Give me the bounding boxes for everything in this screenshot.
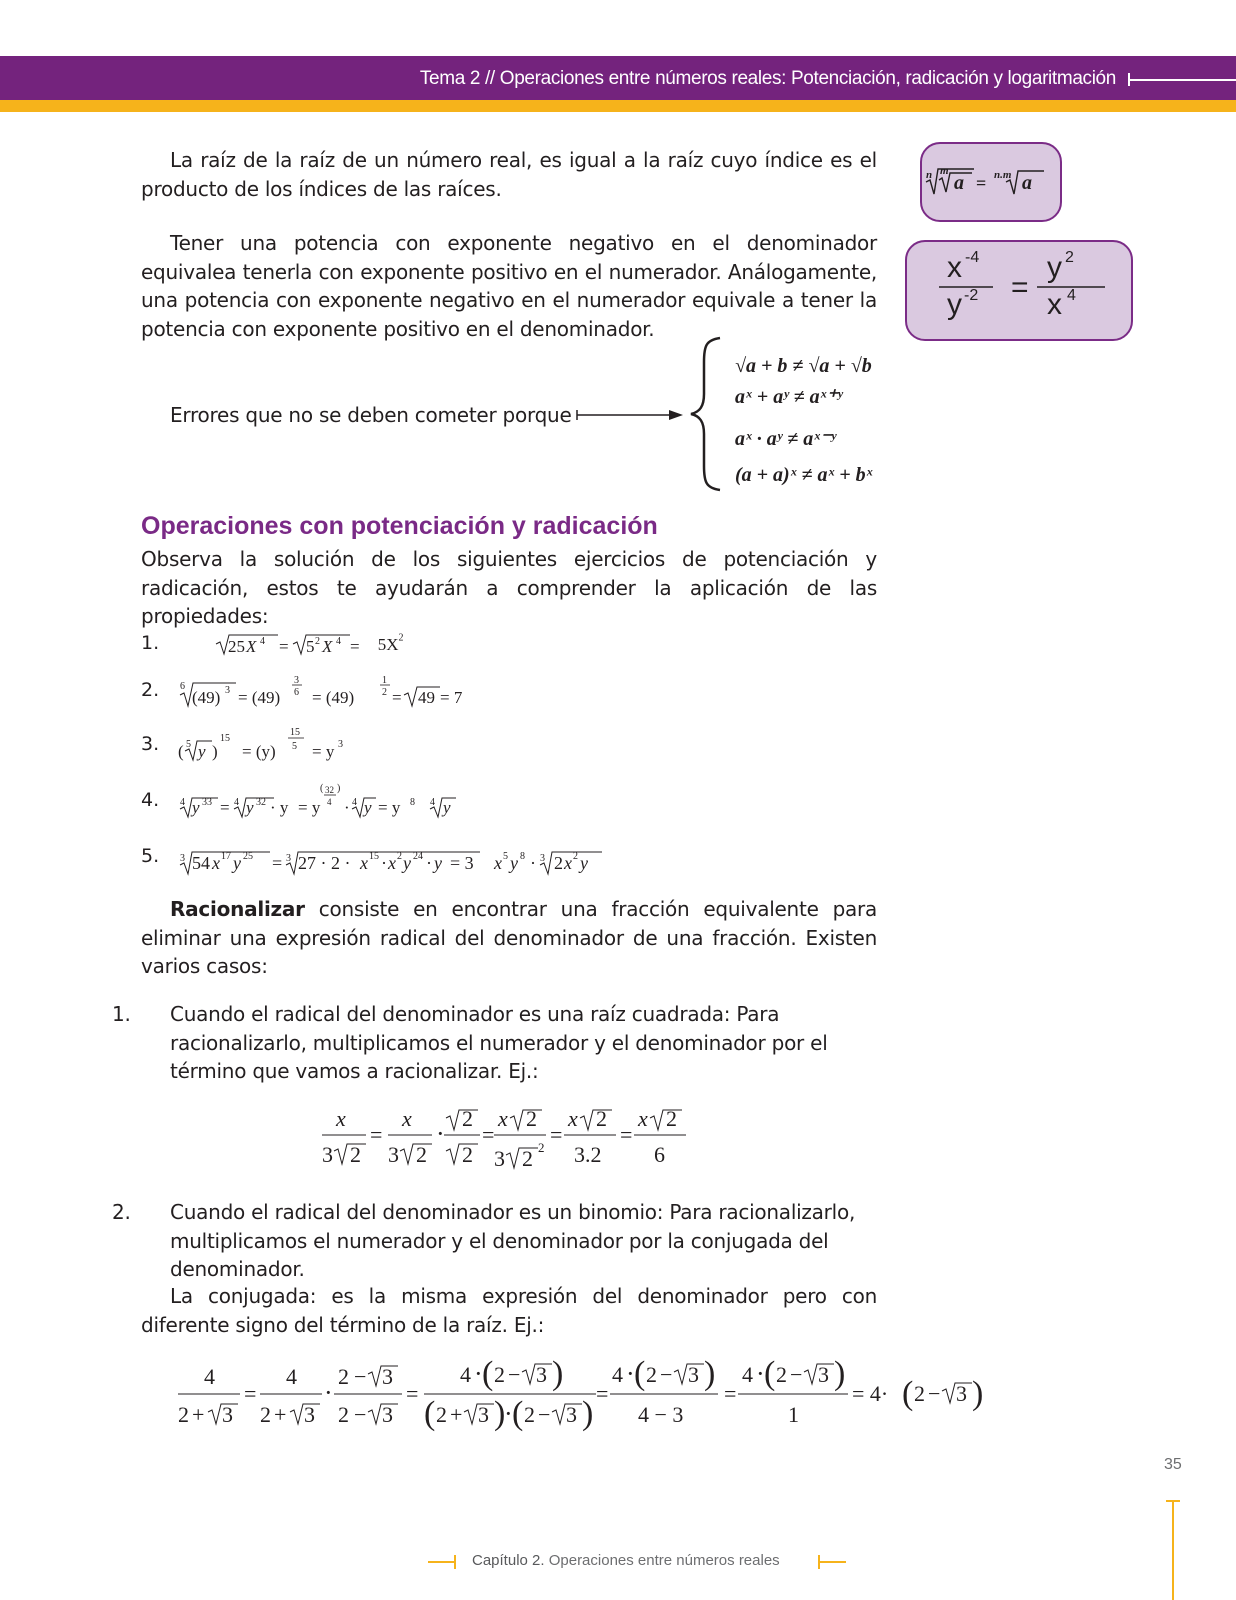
svg-text:3: 3: [222, 1402, 233, 1427]
svg-text:3: 3: [956, 1381, 967, 1406]
error-item-2: aˣ + aʸ ≠ aˣ⁺ʸ: [735, 386, 843, 408]
section-title: Operaciones con potenciación y radicación: [141, 512, 658, 540]
svg-text:x: x: [359, 853, 368, 873]
svg-text:(: (: [482, 1356, 494, 1392]
svg-text:32: 32: [324, 785, 334, 795]
svg-text:6: 6: [293, 687, 299, 698]
header-title: Tema 2 // Operaciones entre números reales: Potenciación, radicación y logaritmación: [419, 68, 1116, 89]
svg-text:25: 25: [242, 851, 253, 862]
svg-text:·: ·: [626, 1359, 635, 1388]
svg-text:25: 25: [227, 637, 245, 656]
svg-text:): ): [582, 1395, 594, 1432]
svg-text:4: 4: [335, 636, 341, 647]
svg-text:2: 2: [350, 1142, 361, 1167]
svg-text:=: =: [278, 637, 289, 656]
product-index: n.m: [994, 169, 1012, 181]
svg-text:2: 2: [666, 1106, 677, 1131]
exercise-4: [141, 783, 498, 821]
svg-text:= y: = y: [311, 742, 335, 761]
radicand: a: [954, 172, 964, 194]
svg-text:8: 8: [519, 851, 525, 862]
svg-text:2: 2: [776, 1362, 787, 1387]
svg-text:(: (: [512, 1395, 524, 1432]
svg-text:=: =: [724, 1381, 737, 1406]
exercise-number: 3.: [141, 733, 160, 756]
footer-chapter: [472, 1552, 780, 1569]
exercise-number: 1.: [141, 632, 160, 655]
exercise-number: 4.: [141, 789, 160, 812]
svg-text:(: (: [634, 1356, 646, 1392]
svg-text:x: x: [563, 853, 572, 873]
svg-text:3: 3: [224, 685, 230, 696]
svg-text:y: y: [363, 798, 372, 817]
svg-text:= y: = y: [297, 798, 321, 817]
svg-text:): ): [494, 1395, 506, 1432]
exercise-5: [141, 839, 638, 877]
svg-text:4: 4: [429, 797, 435, 808]
svg-text:x: x: [387, 853, 396, 873]
svg-text:= 4·: = 4·: [852, 1381, 889, 1406]
svg-text:= (49): = (49): [237, 688, 280, 707]
svg-text:15: 15: [368, 851, 379, 862]
svg-text:2: 2: [260, 1402, 271, 1427]
page-margin-rule: [1172, 1500, 1174, 1600]
rationalize-term: Racionalizar: [170, 897, 305, 921]
svg-text:(: (: [319, 783, 324, 794]
svg-text:·: ·: [756, 1359, 765, 1388]
svg-text:=: =: [349, 637, 360, 656]
svg-text:(: (: [177, 742, 184, 761]
svg-text:4: 4: [204, 1364, 215, 1389]
exercise-3-expression: [178, 727, 378, 765]
svg-text:x: x: [211, 853, 220, 873]
svg-text:X: X: [245, 637, 257, 656]
svg-text:2: 2: [178, 1402, 189, 1427]
svg-text:·: ·: [529, 853, 536, 873]
denominator-right: x: [1047, 288, 1062, 321]
header-rule: [1128, 79, 1236, 81]
svg-text:54: 54: [191, 853, 210, 873]
svg-text:2: 2: [462, 1142, 473, 1167]
svg-text:6: 6: [654, 1142, 665, 1167]
svg-text:−: −: [508, 1362, 521, 1387]
exercise-4-expression: [178, 783, 498, 821]
svg-text:=: =: [482, 1122, 495, 1147]
svg-text:4: 4: [742, 1362, 753, 1387]
svg-text:49: 49: [417, 688, 435, 707]
svg-text:8: 8: [409, 797, 415, 808]
svg-text:2: 2: [381, 687, 387, 698]
svg-text:3: 3: [322, 1142, 333, 1167]
svg-text:·: ·: [324, 1378, 333, 1407]
error-item-4: (a + a)ˣ ≠ aˣ + bˣ: [735, 464, 873, 486]
svg-text:3: 3: [539, 853, 545, 864]
svg-text:+: +: [450, 1402, 463, 1427]
case-2: [112, 1198, 906, 1284]
svg-text:y: y: [442, 798, 451, 817]
rationalize-definition: [141, 895, 877, 981]
denominator-right-exp: 4: [1067, 287, 1076, 304]
svg-text:=: =: [596, 1381, 609, 1406]
svg-text:=: =: [244, 1381, 257, 1406]
svg-text:= 3: = 3: [449, 853, 474, 873]
svg-text:x: x: [493, 853, 502, 873]
svg-text:2: 2: [338, 1402, 349, 1427]
exercise-number: 5.: [141, 845, 160, 868]
svg-text:(: (: [902, 1375, 914, 1412]
svg-text:2: 2: [436, 1402, 447, 1427]
exercise-1-result: 5X: [377, 635, 399, 654]
denominator-left: y: [947, 288, 962, 321]
rationalize-definition-text: consiste en encontrar una fracción equivalente para eliminar una expresión radical del denominador de una fracción. Existen varios casos:: [141, 897, 877, 978]
svg-text:4: 4: [233, 797, 239, 808]
svg-text:(: (: [424, 1395, 436, 1432]
numerator-left-exp: -4: [965, 249, 980, 266]
svg-text:3: 3: [382, 1364, 393, 1389]
svg-text:=: =: [550, 1122, 563, 1147]
svg-text:2: 2: [596, 1106, 607, 1131]
svg-text:): ): [552, 1356, 564, 1392]
svg-text:=: =: [219, 798, 230, 817]
svg-text:4: 4: [326, 797, 332, 807]
svg-text:27 · 2 ·: 27 · 2 ·: [297, 853, 351, 873]
numerator-left: x: [947, 251, 962, 284]
svg-text:4: 4: [460, 1362, 471, 1387]
svg-text:2: 2: [526, 1106, 537, 1131]
svg-text:= (49): = (49): [311, 688, 354, 707]
svg-text:5: 5: [305, 637, 315, 656]
svg-text:4: 4: [612, 1362, 623, 1387]
svg-text:3: 3: [382, 1402, 393, 1427]
svg-text:6: 6: [179, 681, 185, 692]
svg-text:4: 4: [179, 797, 185, 808]
svg-text:3: 3: [818, 1362, 829, 1387]
svg-text:· y: · y: [269, 798, 289, 817]
page-number: 35: [1164, 1456, 1182, 1473]
svg-text:3: 3: [494, 1146, 505, 1170]
svg-text:17: 17: [220, 851, 231, 862]
radicand-result: a: [1022, 172, 1032, 194]
footer-rule-right: [818, 1561, 846, 1563]
numerator-right: y: [1047, 251, 1062, 284]
svg-text:2: 2: [538, 1140, 545, 1155]
svg-text:(: (: [764, 1356, 776, 1392]
svg-text:·: ·: [474, 1359, 483, 1388]
svg-text:·: ·: [436, 1119, 445, 1148]
svg-text:X: X: [321, 637, 333, 656]
equals-sign: =: [976, 173, 987, 193]
svg-text:1: 1: [788, 1402, 799, 1427]
svg-text:y: y: [197, 742, 206, 761]
svg-text:4: 4: [286, 1364, 297, 1389]
errors-label: Errores que no se deben cometer porque: [170, 403, 572, 427]
svg-text:(49): (49): [191, 688, 221, 707]
svg-text:3: 3: [688, 1362, 699, 1387]
arrow-icon: [575, 405, 685, 425]
svg-text:y: y: [509, 853, 518, 873]
svg-text:=: =: [370, 1122, 383, 1147]
footer-tick-left: [454, 1555, 456, 1569]
svg-text:4 − 3: 4 − 3: [638, 1402, 684, 1427]
svg-text:=: =: [271, 853, 282, 873]
svg-text:4: 4: [351, 797, 357, 808]
svg-text:33: 33: [201, 797, 212, 808]
svg-text:−: −: [538, 1402, 551, 1427]
rationalize-equation-1: [316, 1104, 696, 1170]
exercise-1: 1. 25 X 4 = 5 2 X 4 = $5X^2$: [141, 632, 404, 656]
svg-text:2: 2: [522, 1146, 533, 1170]
svg-text:2: 2: [914, 1381, 925, 1406]
inner-index: m: [940, 165, 949, 177]
exercise-2-expression: [178, 673, 488, 711]
svg-text:y: y: [232, 853, 241, 873]
svg-text:3: 3: [337, 739, 343, 750]
svg-text:): ): [336, 783, 341, 794]
svg-text:= 7: = 7: [439, 688, 463, 707]
svg-text:): ): [972, 1375, 984, 1412]
rationalize-equation-2: [176, 1356, 996, 1436]
case-number: 1.: [112, 1002, 131, 1026]
svg-text:3: 3: [179, 853, 185, 864]
svg-text:y: y: [579, 853, 588, 873]
svg-text:32: 32: [255, 797, 266, 808]
case-1-text: Cuando el radical del denominador es una raíz cuadrada: Para racionalizarlo, multiplicamos el numerador y el denominador por el término que vamos a racionalizar. Ej.:: [170, 1002, 828, 1083]
svg-text:x: x: [568, 1106, 578, 1131]
svg-text:·: ·: [504, 1399, 513, 1428]
svg-text:x: x: [402, 1106, 412, 1131]
formula-box-root-of-root: [920, 142, 1062, 222]
svg-text:+: +: [274, 1402, 287, 1427]
svg-text:24: 24: [412, 851, 423, 862]
svg-text:3: 3: [566, 1402, 577, 1427]
svg-text:15: 15: [219, 733, 230, 744]
svg-text:): ): [211, 742, 218, 761]
svg-text:=: =: [406, 1381, 419, 1406]
conjugate-definition: La conjugada: es la misma expresión del denominador pero con diferente signo del término de la raíz. Ej.:: [141, 1284, 877, 1337]
exercise-1-expression: [178, 632, 378, 658]
section-intro: Observa la solución de los siguientes ejercicios de potenciación y radicación, estos te ayudarán a comprender la aplicación de las propiedades:: [141, 547, 877, 628]
paragraph-root-of-root: La raíz de la raíz de un número real, es igual a la raíz cuyo índice es el producto de los índices de las raíces.: [141, 148, 877, 201]
svg-text:=: =: [620, 1122, 633, 1147]
svg-text:y: y: [191, 798, 200, 817]
svg-text:3: 3: [536, 1362, 547, 1387]
svg-text:= y: = y: [377, 798, 401, 817]
svg-text:2: 2: [494, 1362, 505, 1387]
exercise-2: [141, 673, 488, 711]
footer-rule-left: [428, 1561, 456, 1563]
svg-text:3: 3: [478, 1402, 489, 1427]
case-2-text: Cuando el radical del denominador es un binomio: Para racionalizarlo, multiplicamos el numerador y el denominador por la conjugada del denominador.: [170, 1200, 856, 1281]
exercise-3: [141, 727, 378, 765]
svg-text:−: −: [354, 1402, 367, 1427]
header-accent-strip: [0, 100, 1236, 112]
svg-text:2: 2: [462, 1106, 473, 1131]
svg-text:5: 5: [502, 851, 508, 862]
svg-text:y: y: [433, 853, 442, 873]
svg-text:): ): [834, 1356, 846, 1392]
svg-text:x: x: [336, 1106, 346, 1131]
svg-text:1: 1: [381, 675, 387, 686]
paragraph-negative-exponent: Tener una potencia con exponente negativo en el denominador equivalea tenerla con exponente positivo en el numerador. Análogamente, una potencia con exponente negativo en el numerador equivale a tener la potencia con exponente positivo en el denominador.: [141, 231, 877, 341]
numerator-right-exp: 2: [1065, 249, 1074, 266]
svg-text:2: 2: [314, 636, 320, 647]
svg-text:x: x: [638, 1106, 648, 1131]
footer-chapter-title: Operaciones entre números reales: [544, 1552, 780, 1569]
svg-text:= (y): = (y): [241, 742, 276, 761]
svg-text:3: 3: [304, 1402, 315, 1427]
page-margin-rule-tick: [1166, 1500, 1180, 1502]
svg-text:2: 2: [524, 1402, 535, 1427]
svg-text:y: y: [245, 798, 254, 817]
error-item-1: √a + b ≠ √a + √b: [735, 355, 872, 377]
svg-text:+: +: [192, 1402, 205, 1427]
negative-exponent-formula: [907, 242, 1131, 339]
svg-text:−: −: [928, 1381, 941, 1406]
svg-text:2: 2: [396, 851, 402, 862]
formula-box-negative-exponent: [905, 240, 1133, 341]
svg-text:−: −: [354, 1364, 367, 1389]
svg-text:3: 3: [388, 1142, 399, 1167]
svg-text:2: 2: [416, 1142, 427, 1167]
svg-text:5: 5: [185, 739, 191, 750]
exercise-5-expression: [178, 839, 638, 877]
svg-text:2: 2: [553, 853, 563, 873]
root-of-root-formula: [922, 144, 1060, 220]
svg-text:−: −: [660, 1362, 673, 1387]
svg-text:·: ·: [343, 798, 350, 817]
case-number: 2.: [112, 1200, 131, 1224]
svg-text:3: 3: [285, 853, 291, 864]
error-item-3: aˣ · aʸ ≠ aˣ⁻ʸ: [735, 428, 836, 450]
header-rule-tick: [1128, 73, 1130, 86]
left-brace-icon: [688, 336, 728, 492]
svg-text:2: 2: [338, 1364, 349, 1389]
svg-text:): ): [704, 1356, 716, 1392]
case-1: [112, 1000, 906, 1086]
svg-text:4: 4: [259, 636, 265, 647]
svg-text:y: y: [402, 853, 411, 873]
svg-text:2: 2: [646, 1362, 657, 1387]
svg-text:5: 5: [291, 741, 297, 752]
svg-text:3: 3: [293, 675, 299, 686]
svg-text:2: 2: [572, 851, 578, 862]
footer-chapter-label: Capítulo 2.: [472, 1552, 545, 1569]
svg-text:·: ·: [380, 853, 387, 873]
svg-text:3.2: 3.2: [574, 1142, 602, 1167]
exercise-number: 2.: [141, 679, 160, 702]
svg-text:x: x: [498, 1106, 508, 1131]
svg-text:·: ·: [425, 853, 432, 873]
svg-text:15: 15: [289, 727, 300, 738]
svg-text:=: =: [391, 688, 402, 707]
equals-sign: =: [1011, 271, 1029, 304]
svg-text:−: −: [790, 1362, 803, 1387]
denominator-left-exp: -2: [964, 287, 979, 304]
outer-index: n: [926, 169, 933, 181]
